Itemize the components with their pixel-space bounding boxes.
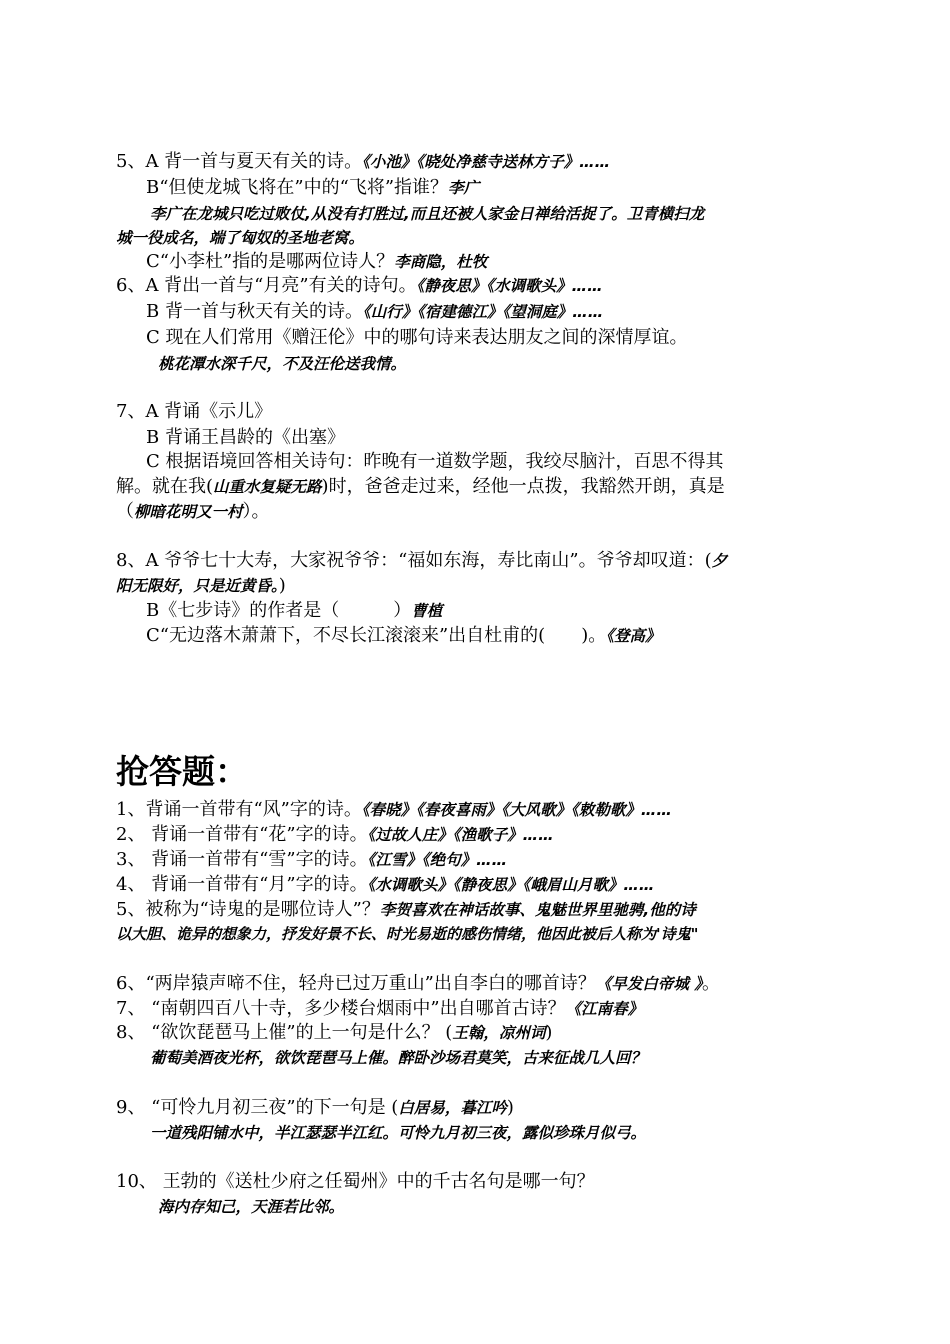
quick-item-6-question: 6、“两岸猿声啼不住，轻舟已过万重山”出自李白的哪首诗？ (116, 973, 596, 994)
q7-c-line3 (116, 500, 270, 524)
quick-item-3 (116, 848, 507, 872)
quick-item-7-answer: 《江南春》 (565, 1000, 644, 1018)
quick-item-1-question: 1、背诵一首带有“风”字的诗。 (116, 799, 362, 820)
q6-line-b (146, 300, 603, 324)
q8-line-a1 (116, 549, 727, 573)
quick-item-6-answer: 《早发白帝城 》 (595, 975, 703, 993)
q5-line-c (146, 250, 487, 274)
q8-a-answer-end: 阳无限好，只是近黄昏。 (116, 577, 279, 595)
quick-item-5-answer-line2: 以大胆、诡异的想象力，抒发好景不长、时光易逝的感伤情绪，他因此被后人称为'诗鬼" (116, 925, 699, 943)
q8-c-answer: 《登高》 (606, 627, 661, 645)
q8-line-a2 (116, 574, 286, 598)
q8-a-answer-start: 夕 (711, 552, 728, 570)
q7-c-answer1: 山重水复疑无路 (213, 478, 322, 496)
q5-b-answer: 李广 (448, 179, 480, 197)
q5-line-b (146, 176, 479, 200)
q5-c-answer: 李商隐，杜牧 (394, 253, 488, 271)
q6-line-a (116, 274, 603, 298)
q5-a-question: 5、A 背一首与夏天有关的诗。 (116, 151, 363, 172)
quick-item-9-question: 9、 “可怜九月初三夜”的下一句是 ( (116, 1097, 399, 1118)
q5-b-note-line2: 城一役成名，端了匈奴的圣地老窝。 (116, 229, 365, 247)
q7-c-line1: C 根据语境回答相关诗句：昨晚有一道数学题，我绞尽脑汁，百思不得其 (146, 451, 724, 472)
q6-b-question: B 背一首与秋天有关的诗。 (146, 301, 363, 322)
q6-c-answer: 桃花潭水深千尺，不及汪伦送我情。 (158, 355, 407, 373)
quick-item-2-answer: 《过故人庄》《渔歌子》…… (367, 826, 554, 844)
q5-b-note-line1: 李广在龙城只吃过败仗,从没有打胜过,而且还被人家金日禅给活捉了。卫青横扫龙 (150, 205, 705, 223)
q8-a-question: 8、A 爷爷七十大寿，大家祝爷爷：“福如东海，寿比南山”。爷爷却叹道：( (116, 550, 712, 571)
quick-item-4-question: 4、 背诵一首带有“月”字的诗。 (116, 874, 368, 895)
q7-c-line2 (116, 475, 725, 499)
quick-item-9 (116, 1096, 514, 1120)
quick-item-5-question: 5、被称为“诗鬼的是哪位诗人”？ (116, 899, 380, 920)
quick-item-10-answer: 海内存知己，天涯若比邻。 (158, 1198, 345, 1216)
quick-item-10: 10、 王勃的《送杜少府之任蜀州》中的千古名句是哪一句？ (116, 1171, 595, 1192)
quick-item-1 (116, 798, 672, 822)
quick-item-2-question: 2、 背诵一首带有“花”字的诗。 (116, 824, 368, 845)
q7-b-question: B 背诵王昌龄的《出塞》 (146, 427, 345, 448)
q7-c-answer2: 柳暗花明又一村 (134, 503, 243, 521)
quick-item-6-suffix: 。 (702, 973, 721, 994)
q7-c-line2-tail: )时，爸爸走过来，经他一点拨，我豁然开朗，真是 (321, 476, 725, 497)
q5-line-a (116, 150, 610, 174)
q8-line-c (146, 624, 661, 648)
quick-item-2 (116, 823, 554, 847)
q8-a-close: ) (278, 575, 286, 596)
q8-c-question: C“无边落木萧萧下，不尽长江滚滚来”出自杜甫的( )。 (146, 625, 607, 646)
q7-c-line2-text: 解。就在我( (116, 476, 214, 497)
quick-item-5 (116, 898, 696, 922)
q8-b-question: B《七步诗》的作者是（ ） (146, 600, 412, 621)
quick-item-7-question: 7、 “南朝四百八十寺，多少楼台烟雨中”出自哪首古诗？ (116, 998, 566, 1019)
quick-item-6 (116, 972, 720, 996)
q8-line-b (146, 599, 442, 623)
q6-a-answer: 《静夜思》《水调歌头》…… (416, 277, 603, 295)
section-title: 抢答题： (116, 752, 248, 791)
quick-item-9-author: 白居易，暮江吟 (398, 1099, 507, 1117)
quick-item-7 (116, 997, 643, 1021)
quick-item-8-author: 王翰，凉州词 (452, 1024, 546, 1042)
quick-item-4-answer: 《水调歌头》《静夜思》《峨眉山月歌》…… (367, 876, 655, 894)
quick-item-8-question: 8、 “欲饮琵琶马上催”的上一句是什么？ ( (116, 1022, 453, 1043)
quick-item-3-answer: 《江雪》《绝句》…… (367, 851, 508, 869)
quick-item-9-answer: 一道残阳铺水中，半江瑟瑟半江红。可怜九月初三夜，露似珍珠月似弓。 (150, 1124, 647, 1142)
q6-a-question: 6、A 背出一首与“月亮”有关的诗句。 (116, 275, 417, 296)
quick-item-4 (116, 873, 654, 897)
q6-b-answer: 《山行》《宿建德江》《望洞庭》…… (362, 303, 604, 321)
q7-c-line3-open: （ (116, 501, 134, 522)
q6-c-question: C 现在人们常用《赠汪伦》中的哪句诗来表达朋友之间的深情厚谊。 (146, 327, 688, 348)
q8-b-answer: 曹植 (411, 602, 443, 620)
quick-item-3-question: 3、 背诵一首带有“雪”字的诗。 (116, 849, 368, 870)
quick-item-9-close: ) (506, 1097, 514, 1118)
q5-a-answer: 《小池》《晓处净慈寺送林方子》…… (362, 153, 611, 171)
quick-item-1-answer: 《春晓》《春夜喜雨》《大风歌》《敕勒歌》…… (361, 801, 672, 819)
quick-item-8-answer: 葡萄美酒夜光杯，欲饮琵琶马上催。醉卧沙场君莫笑，古来征战几人回？ (150, 1049, 647, 1067)
quick-item-8-close: ) (545, 1022, 553, 1043)
q7-c-line3-close: ）。 (242, 501, 270, 522)
q5-c-question: C“小李杜”指的是哪两位诗人？ (146, 251, 395, 272)
q7-a-question: 7、A 背诵《示儿》 (116, 401, 273, 422)
q5-b-question: B“但使龙城飞将在”中的“飞将”指谁？ (146, 177, 449, 198)
quick-item-8 (116, 1021, 552, 1045)
quick-item-5-answer-line1: 李贺喜欢在神话故事、鬼魅世界里驰骋,他的诗 (379, 901, 696, 919)
